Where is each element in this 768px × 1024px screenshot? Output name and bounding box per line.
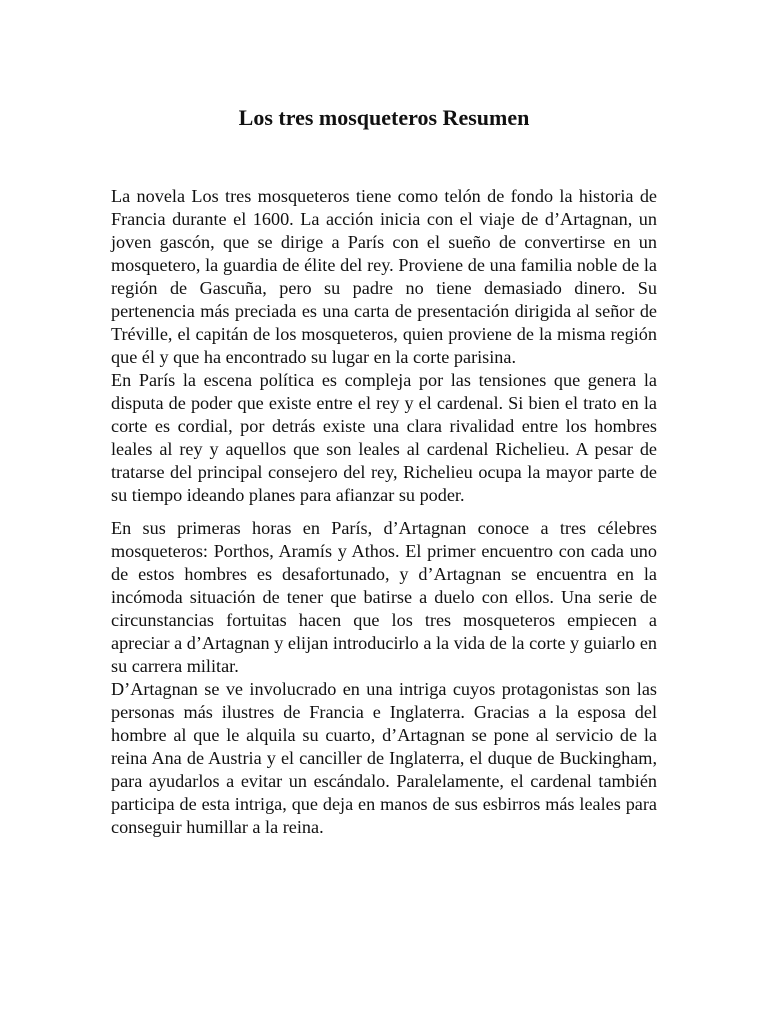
paragraph-4: D’Artagnan se ve involucrado en una intriga cuyos protagonistas son las personas más ilustres de Francia e Inglaterra. Gracias a la esposa del hombre al que le alquila su cuarto, d’Artagnan se pone al servicio de la reina Ana de Austria y el canciller de Inglaterra, el duque de Buckingham, para ayudarlos a evitar un escándalo. Paralelamente, el cardenal también participa de esta intriga, que deja en manos de sus esbirros más leales para conseguir humillar a la reina. xyxy=(111,679,657,837)
paragraph-3: En sus primeras horas en París, d’Artagnan conoce a tres célebres mosqueteros: Porthos, Aramís y Athos. El primer encuentro con cada uno de estos hombres es desafortunado, y d’Artagnan se encuentra en la incómoda situación de tener que batirse a duelo con ellos. Una serie de circunstancias fortuitas hacen que los tres mosqueteros empiecen a apreciar a d’Artagnan y elijan introducirlo a la vida de la corte y guiarlo en su carrera militar. xyxy=(111,518,657,676)
document-title: Los tres mosqueteros Resumen xyxy=(238,105,530,130)
paragraph-1: La novela Los tres mosqueteros tiene como telón de fondo la historia de Francia durante el 1600. La acción inicia con el viaje de d’Artagnan, un joven gascón, que se dirige a París con el sueño de convertirse en un mosquetero, la guardia de élite del rey. Proviene de una familia noble de la región de Gascuña, pero su padre no tiene demasiado dinero. Su pertenencia más preciada es una carta de presentación dirigida al señor de Tréville, el capitán de los mosqueteros, quien proviene de la misma región que él y que ha encontrado su lugar en la corte parisina. xyxy=(111,186,657,367)
document-body xyxy=(111,185,657,839)
paragraph-2: En París la escena política es compleja por las tensiones que genera la disputa de poder que existe entre el rey y el cardenal. Si bien el trato en la corte es cordial, por detrás existe una clara rivalidad entre los hombres leales al rey y aquellos que son leales al cardenal Richelieu. A pesar de tratarse del principal consejero del rey, Richelieu ocupa la mayor parte de su tiempo ideando planes para afianzar su poder. xyxy=(111,370,657,505)
